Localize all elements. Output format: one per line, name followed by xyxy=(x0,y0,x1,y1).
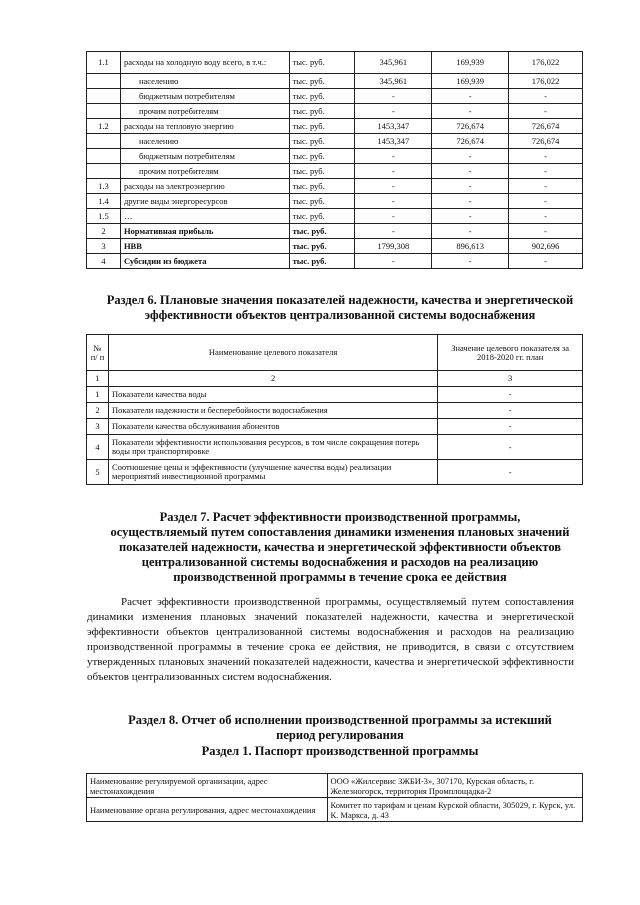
production-costs-table xyxy=(86,51,583,269)
row-name: … xyxy=(120,209,289,224)
table-row xyxy=(87,224,583,239)
row-value-total: 345,961 xyxy=(355,74,432,89)
row-value-half2: - xyxy=(509,179,583,194)
indicator-value: - xyxy=(438,435,583,460)
row-name: бюджетным потребителям xyxy=(120,89,289,104)
row-unit: тыс. руб. xyxy=(289,149,355,164)
row-unit: тыс. руб. xyxy=(289,179,355,194)
table-row xyxy=(87,435,583,460)
row-unit: тыс. руб. xyxy=(289,209,355,224)
table-row xyxy=(87,460,583,485)
section6-title: Раздел 6. Плановые значения показателей надежности, качества и энергетической эффективности объектов централизованной системы водоснабжения xyxy=(106,293,574,322)
indicator-value: - xyxy=(438,403,583,419)
row-value-total: - xyxy=(355,194,432,209)
table-row xyxy=(87,239,583,254)
table-index-row: 1 2 3 xyxy=(87,371,583,387)
table-row xyxy=(87,209,583,224)
row-name: прочим потребителям xyxy=(120,104,289,119)
indicator-number: 2 xyxy=(87,403,109,419)
indicator-name: Показатели надежности и бесперебойности водоснабжения xyxy=(108,403,437,419)
table-row xyxy=(87,254,583,269)
row-name: расходы на электроэнергию xyxy=(120,179,289,194)
row-value-half1: 169,939 xyxy=(432,52,509,74)
program-passport-table xyxy=(86,773,583,822)
row-number: 1.2 xyxy=(87,119,121,134)
table-row xyxy=(87,119,583,134)
row-value-half2: - xyxy=(509,104,583,119)
row-value-half1: - xyxy=(432,224,509,239)
row-name: другие виды энергоресурсов xyxy=(120,194,289,209)
row-unit: тыс. руб. xyxy=(289,224,355,239)
indicator-name: Показатели эффективности использования ресурсов, в том числе сокращения потерь воды при транспортировке xyxy=(108,435,437,460)
row-unit: тыс. руб. xyxy=(289,104,355,119)
table-row xyxy=(87,798,583,822)
target-indicators-table xyxy=(86,334,583,485)
row-value-total: - xyxy=(355,209,432,224)
row-value-half1: - xyxy=(432,179,509,194)
row-value-half2: 726,674 xyxy=(509,119,583,134)
row-value-half2: - xyxy=(509,254,583,269)
row-value-half2: 902,696 xyxy=(509,239,583,254)
row-number: 1.3 xyxy=(87,179,121,194)
table-row xyxy=(87,134,583,149)
row-value-half1: - xyxy=(432,164,509,179)
indicator-value: - xyxy=(438,387,583,403)
row-number xyxy=(87,89,121,104)
row-number: 1.5 xyxy=(87,209,121,224)
row-value-total: - xyxy=(355,104,432,119)
row-value-half2: - xyxy=(509,194,583,209)
row-value-half2: 176,022 xyxy=(509,74,583,89)
row-value-total: - xyxy=(355,254,432,269)
passport-value: Комитет по тарифам и ценам Курской области, 305029, г. Курск, ул. К. Маркса, д. 43 xyxy=(327,798,582,822)
row-value-half1: - xyxy=(432,149,509,164)
row-value-half1: 726,674 xyxy=(432,119,509,134)
table-row xyxy=(87,104,583,119)
section7-title: Раздел 7. Расчет эффективности производственной программы, осуществляемый путем сопоставления динамики изменения плановых значений показателей надежности, качества и энергетической эффективности объектов централизованной системы водоснабжения и расходов на реализацию производственной программы в течение срока ее действия xyxy=(110,510,570,584)
indicator-number: 5 xyxy=(87,460,109,485)
row-number xyxy=(87,104,121,119)
table-row xyxy=(87,403,583,419)
header-name: Наименование целевого показателя xyxy=(108,335,437,371)
row-value-half1: 896,613 xyxy=(432,239,509,254)
row-value-half1: - xyxy=(432,89,509,104)
row-unit: тыс. руб. xyxy=(289,254,355,269)
row-value-total: 345,961 xyxy=(355,52,432,74)
table-row xyxy=(87,179,583,194)
row-value-total: - xyxy=(355,149,432,164)
row-value-half2: - xyxy=(509,149,583,164)
row-value-half2: - xyxy=(509,209,583,224)
row-unit: тыс. руб. xyxy=(289,119,355,134)
indicator-value: - xyxy=(438,460,583,485)
row-value-half1: - xyxy=(432,254,509,269)
row-name: Нормативная прибыль xyxy=(120,224,289,239)
header-num: № п/ п xyxy=(87,335,109,371)
table-row xyxy=(87,194,583,209)
row-value-half1: - xyxy=(432,209,509,224)
row-name: бюджетным потребителям xyxy=(120,149,289,164)
row-number: 2 xyxy=(87,224,121,239)
row-number xyxy=(87,134,121,149)
section7-paragraph: Расчет эффективности производственной программы, осуществляемый путем сопоставления динамики изменения плановых значений показателей надежности, качества и энергетической эффективности объектов централизованной системы водоснабжения и расходов на реализацию производственной программы в течение срока ее действия, не приводится, в связи с отсутствием утвержденных плановых значений показателей надежности, качества и энергетической эффективности объектов централизованных систем водоснабжения. xyxy=(87,596,574,683)
passport-value: ООО «Жилсервис ЗЖБИ-3», 307170, Курская область, г. Железногорск, территория Промплощадка-2 xyxy=(327,774,582,798)
passport-label: Наименование регулируемой организации, адрес местонахождения xyxy=(87,774,328,798)
table-row xyxy=(87,74,583,89)
table-row xyxy=(87,164,583,179)
row-unit: тыс. руб. xyxy=(289,52,355,74)
header-value: Значение целевого показателя за 2018-2020 гг. план xyxy=(438,335,583,371)
indicator-number: 4 xyxy=(87,435,109,460)
table-row xyxy=(87,89,583,104)
row-name: НВВ xyxy=(120,239,289,254)
table-row xyxy=(87,419,583,435)
passport-label: Наименование органа регулирования, адрес местонахождения xyxy=(87,798,328,822)
row-value-half2: - xyxy=(509,224,583,239)
row-name: населению xyxy=(120,134,289,149)
table-row xyxy=(87,149,583,164)
indicator-name: Показатели качества обслуживания абонентов xyxy=(108,419,437,435)
row-unit: тыс. руб. xyxy=(289,74,355,89)
row-value-total: 1799,308 xyxy=(355,239,432,254)
row-name: расходы на холодную воду всего, в т.ч.: xyxy=(120,52,289,74)
row-value-half1: 169,939 xyxy=(432,74,509,89)
row-unit: тыс. руб. xyxy=(289,239,355,254)
row-number: 3 xyxy=(87,239,121,254)
table-row xyxy=(87,774,583,798)
indicator-number: 1 xyxy=(87,387,109,403)
row-value-half1: 726,674 xyxy=(432,134,509,149)
indicator-number: 3 xyxy=(87,419,109,435)
row-value-half1: - xyxy=(432,194,509,209)
row-number: 4 xyxy=(87,254,121,269)
row-name: Субсидии из бюджета xyxy=(120,254,289,269)
row-value-half2: - xyxy=(509,164,583,179)
row-number xyxy=(87,164,121,179)
row-unit: тыс. руб. xyxy=(289,194,355,209)
row-value-total: - xyxy=(355,164,432,179)
row-unit: тыс. руб. xyxy=(289,164,355,179)
row-name: населению xyxy=(120,74,289,89)
table-header-row xyxy=(87,335,583,371)
row-value-total: 1453,347 xyxy=(355,119,432,134)
row-name: прочим потребителям xyxy=(120,164,289,179)
row-value-half2: 726,674 xyxy=(509,134,583,149)
row-value-half1: - xyxy=(432,104,509,119)
row-value-total: - xyxy=(355,179,432,194)
row-unit: тыс. руб. xyxy=(289,134,355,149)
row-value-half2: - xyxy=(509,89,583,104)
row-number xyxy=(87,149,121,164)
row-value-half2: 176,022 xyxy=(509,52,583,74)
row-number: 1.4 xyxy=(87,194,121,209)
indicator-name: Показатели качества воды xyxy=(108,387,437,403)
table-row xyxy=(87,387,583,403)
row-number: 1.1 xyxy=(87,52,121,74)
table-row xyxy=(87,52,583,74)
row-value-total: - xyxy=(355,224,432,239)
row-value-total: 1453,347 xyxy=(355,134,432,149)
indicator-value: - xyxy=(438,419,583,435)
indicator-name: Соотношение цены и эффективности (улучшение качества воды) реализации мероприятий инвестиционной программы xyxy=(108,460,437,485)
row-name: расходы на тепловую энергию xyxy=(120,119,289,134)
section8-title: Раздел 8. Отчет об исполнении производственной программы за истекший период регулирования Раздел 1. Паспорт производственной программы xyxy=(128,713,552,758)
row-value-total: - xyxy=(355,89,432,104)
row-number xyxy=(87,74,121,89)
row-unit: тыс. руб. xyxy=(289,89,355,104)
